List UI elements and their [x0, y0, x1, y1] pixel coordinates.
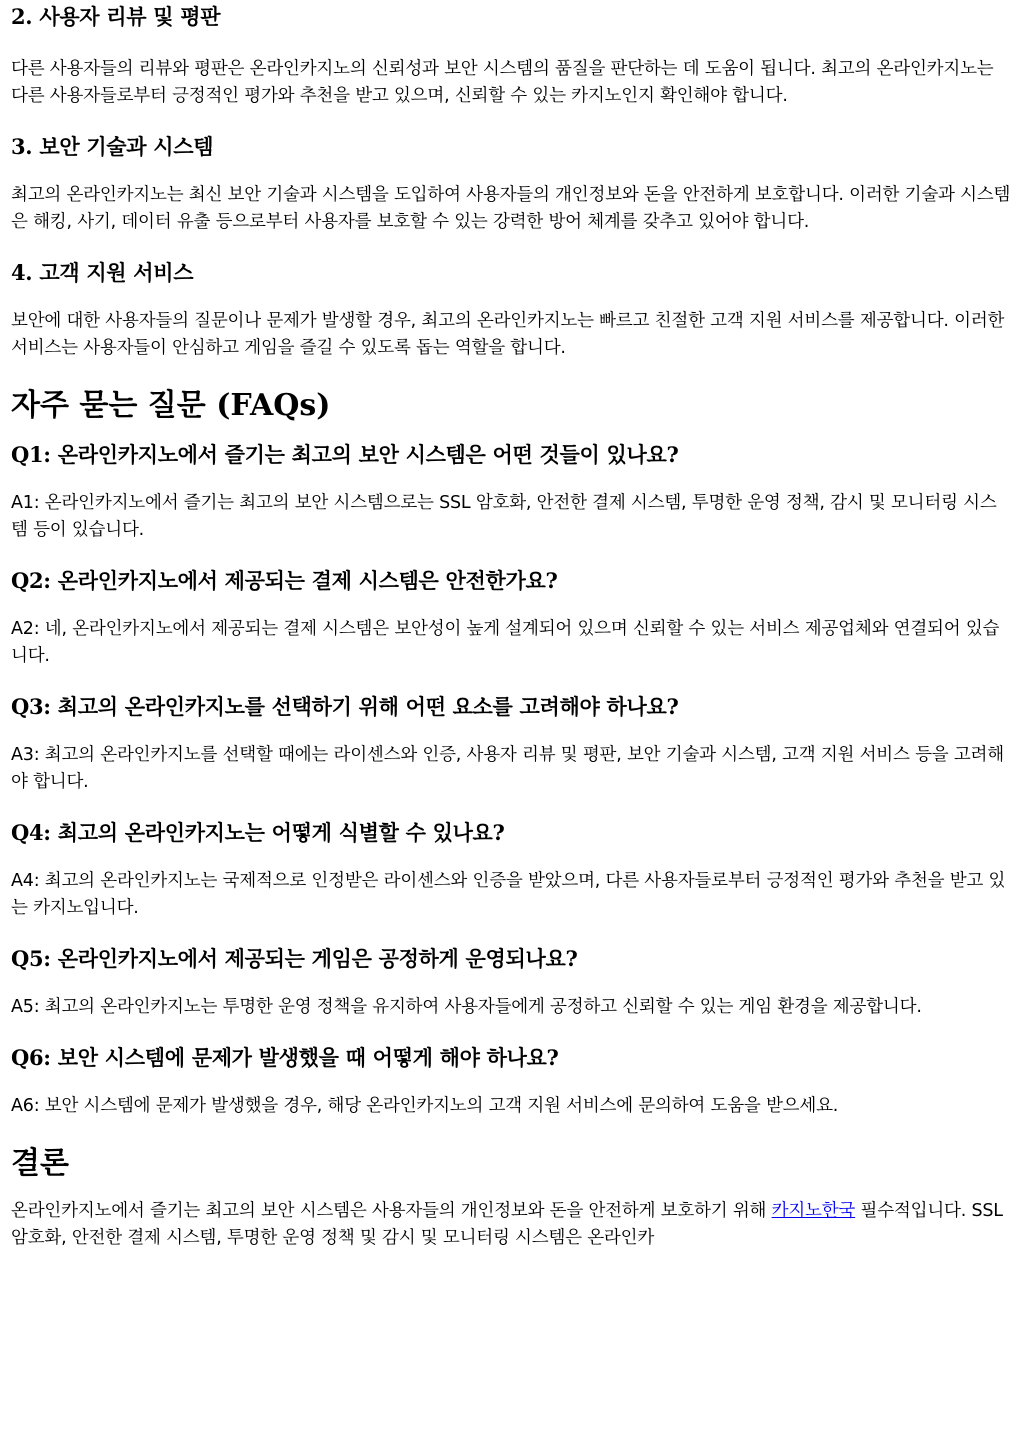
faq-question-1: Q1: 온라인카지노에서 즐기는 최고의 보안 시스템은 어떤 것들이 있나요?	[11, 442, 679, 467]
conclusion-body	[11, 1198, 1013, 1252]
faq-answer-3: A3: 최고의 온라인카지노를 선택할 때에는 라이센스와 인증, 사용자 리뷰 및 평판, 보안 기술과 시스템, 고객 지원 서비스 등을 고려해야 합니다.	[11, 745, 1004, 792]
section-heading-security-tech: 3. 보안 기술과 시스템	[11, 134, 214, 159]
article-content	[11, 0, 1013, 1252]
faq-answer-6: A6: 보안 시스템에 문제가 발생했을 경우, 해당 온라인카지노의 고객 지원 서비스에 문의하여 도움을 받으세요.	[11, 1096, 839, 1116]
faq-question-2: Q2: 온라인카지노에서 제공되는 결제 시스템은 안전한가요?	[11, 568, 558, 593]
section-heading-review: 2. 사용자 리뷰 및 평판	[11, 4, 221, 29]
conclusion-text-after-link: 필수적입니다. SSL 암호화, 안전한 결제 시스템, 투명한 운영 정책 및 감시 및 모니터링 시스템은 온라인카	[11, 1201, 1003, 1248]
section-heading-support: 4. 고객 지원 서비스	[11, 260, 194, 285]
conclusion-title: 결론	[11, 1146, 69, 1181]
section-body-security-tech: 최고의 온라인카지노는 최신 보안 기술과 시스템을 도입하여 사용자들의 개인정보와 돈을 안전하게 보호합니다. 이러한 기술과 시스템은 해킹, 사기, 데이터 유출 등으로부터 사용자를 보호할 수 있는 강력한 방어 체계를 갖추고 있어야 합니다.	[11, 185, 1011, 232]
faq-answer-5: A5: 최고의 온라인카지노는 투명한 운영 정책을 유지하여 사용자들에게 공정하고 신뢰할 수 있는 게임 환경을 제공합니다.	[11, 997, 922, 1017]
faq-title: 자주 묻는 질문 (FAQs)	[11, 388, 331, 423]
faq-answer-1: A1: 온라인카지노에서 즐기는 최고의 보안 시스템으로는 SSL 암호화, 안전한 결제 시스템, 투명한 운영 정책, 감시 및 모니터링 시스템 등이 있습니다.	[11, 493, 997, 540]
faq-question-5: Q5: 온라인카지노에서 제공되는 게임은 공정하게 운영되나요?	[11, 946, 578, 971]
faq-answer-4: A4: 최고의 온라인카지노는 국제적으로 인정받은 라이센스와 인증을 받았으며, 다른 사용자들로부터 긍정적인 평가와 추천을 받고 있는 카지노입니다.	[11, 871, 1006, 918]
conclusion-text-before-link: 온라인카지노에서 즐기는 최고의 보안 시스템은 사용자들의 개인정보와 돈을 안전하게 보호하기 위해	[11, 1201, 772, 1221]
faq-answer-2: A2: 네, 온라인카지노에서 제공되는 결제 시스템은 보안성이 높게 설계되어 있으며 신뢰할 수 있는 서비스 제공업체와 연결되어 있습니다.	[11, 619, 1000, 666]
faq-question-3: Q3: 최고의 온라인카지노를 선택하기 위해 어떤 요소를 고려해야 하나요?	[11, 694, 679, 719]
casino-korea-link[interactable]: 카지노한국	[771, 1201, 856, 1221]
section-body-review: 다른 사용자들의 리뷰와 평판은 온라인카지노의 신뢰성과 보안 시스템의 품질을 판단하는 데 도움이 됩니다. 최고의 온라인카지노는 다른 사용자들로부터 긍정적인 평가와 추천을 받고 있으며, 신뢰할 수 있는 카지노인지 확인해야 합니다.	[11, 59, 994, 106]
section-body-support: 보안에 대한 사용자들의 질문이나 문제가 발생할 경우, 최고의 온라인카지노는 빠르고 친절한 고객 지원 서비스를 제공합니다. 이러한 서비스는 사용자들이 안심하고 게임을 즐길 수 있도록 돕는 역할을 합니다.	[11, 311, 1005, 358]
faq-question-6: Q6: 보안 시스템에 문제가 발생했을 때 어떻게 해야 하나요?	[11, 1045, 559, 1070]
faq-question-4: Q4: 최고의 온라인카지노는 어떻게 식별할 수 있나요?	[11, 820, 505, 845]
